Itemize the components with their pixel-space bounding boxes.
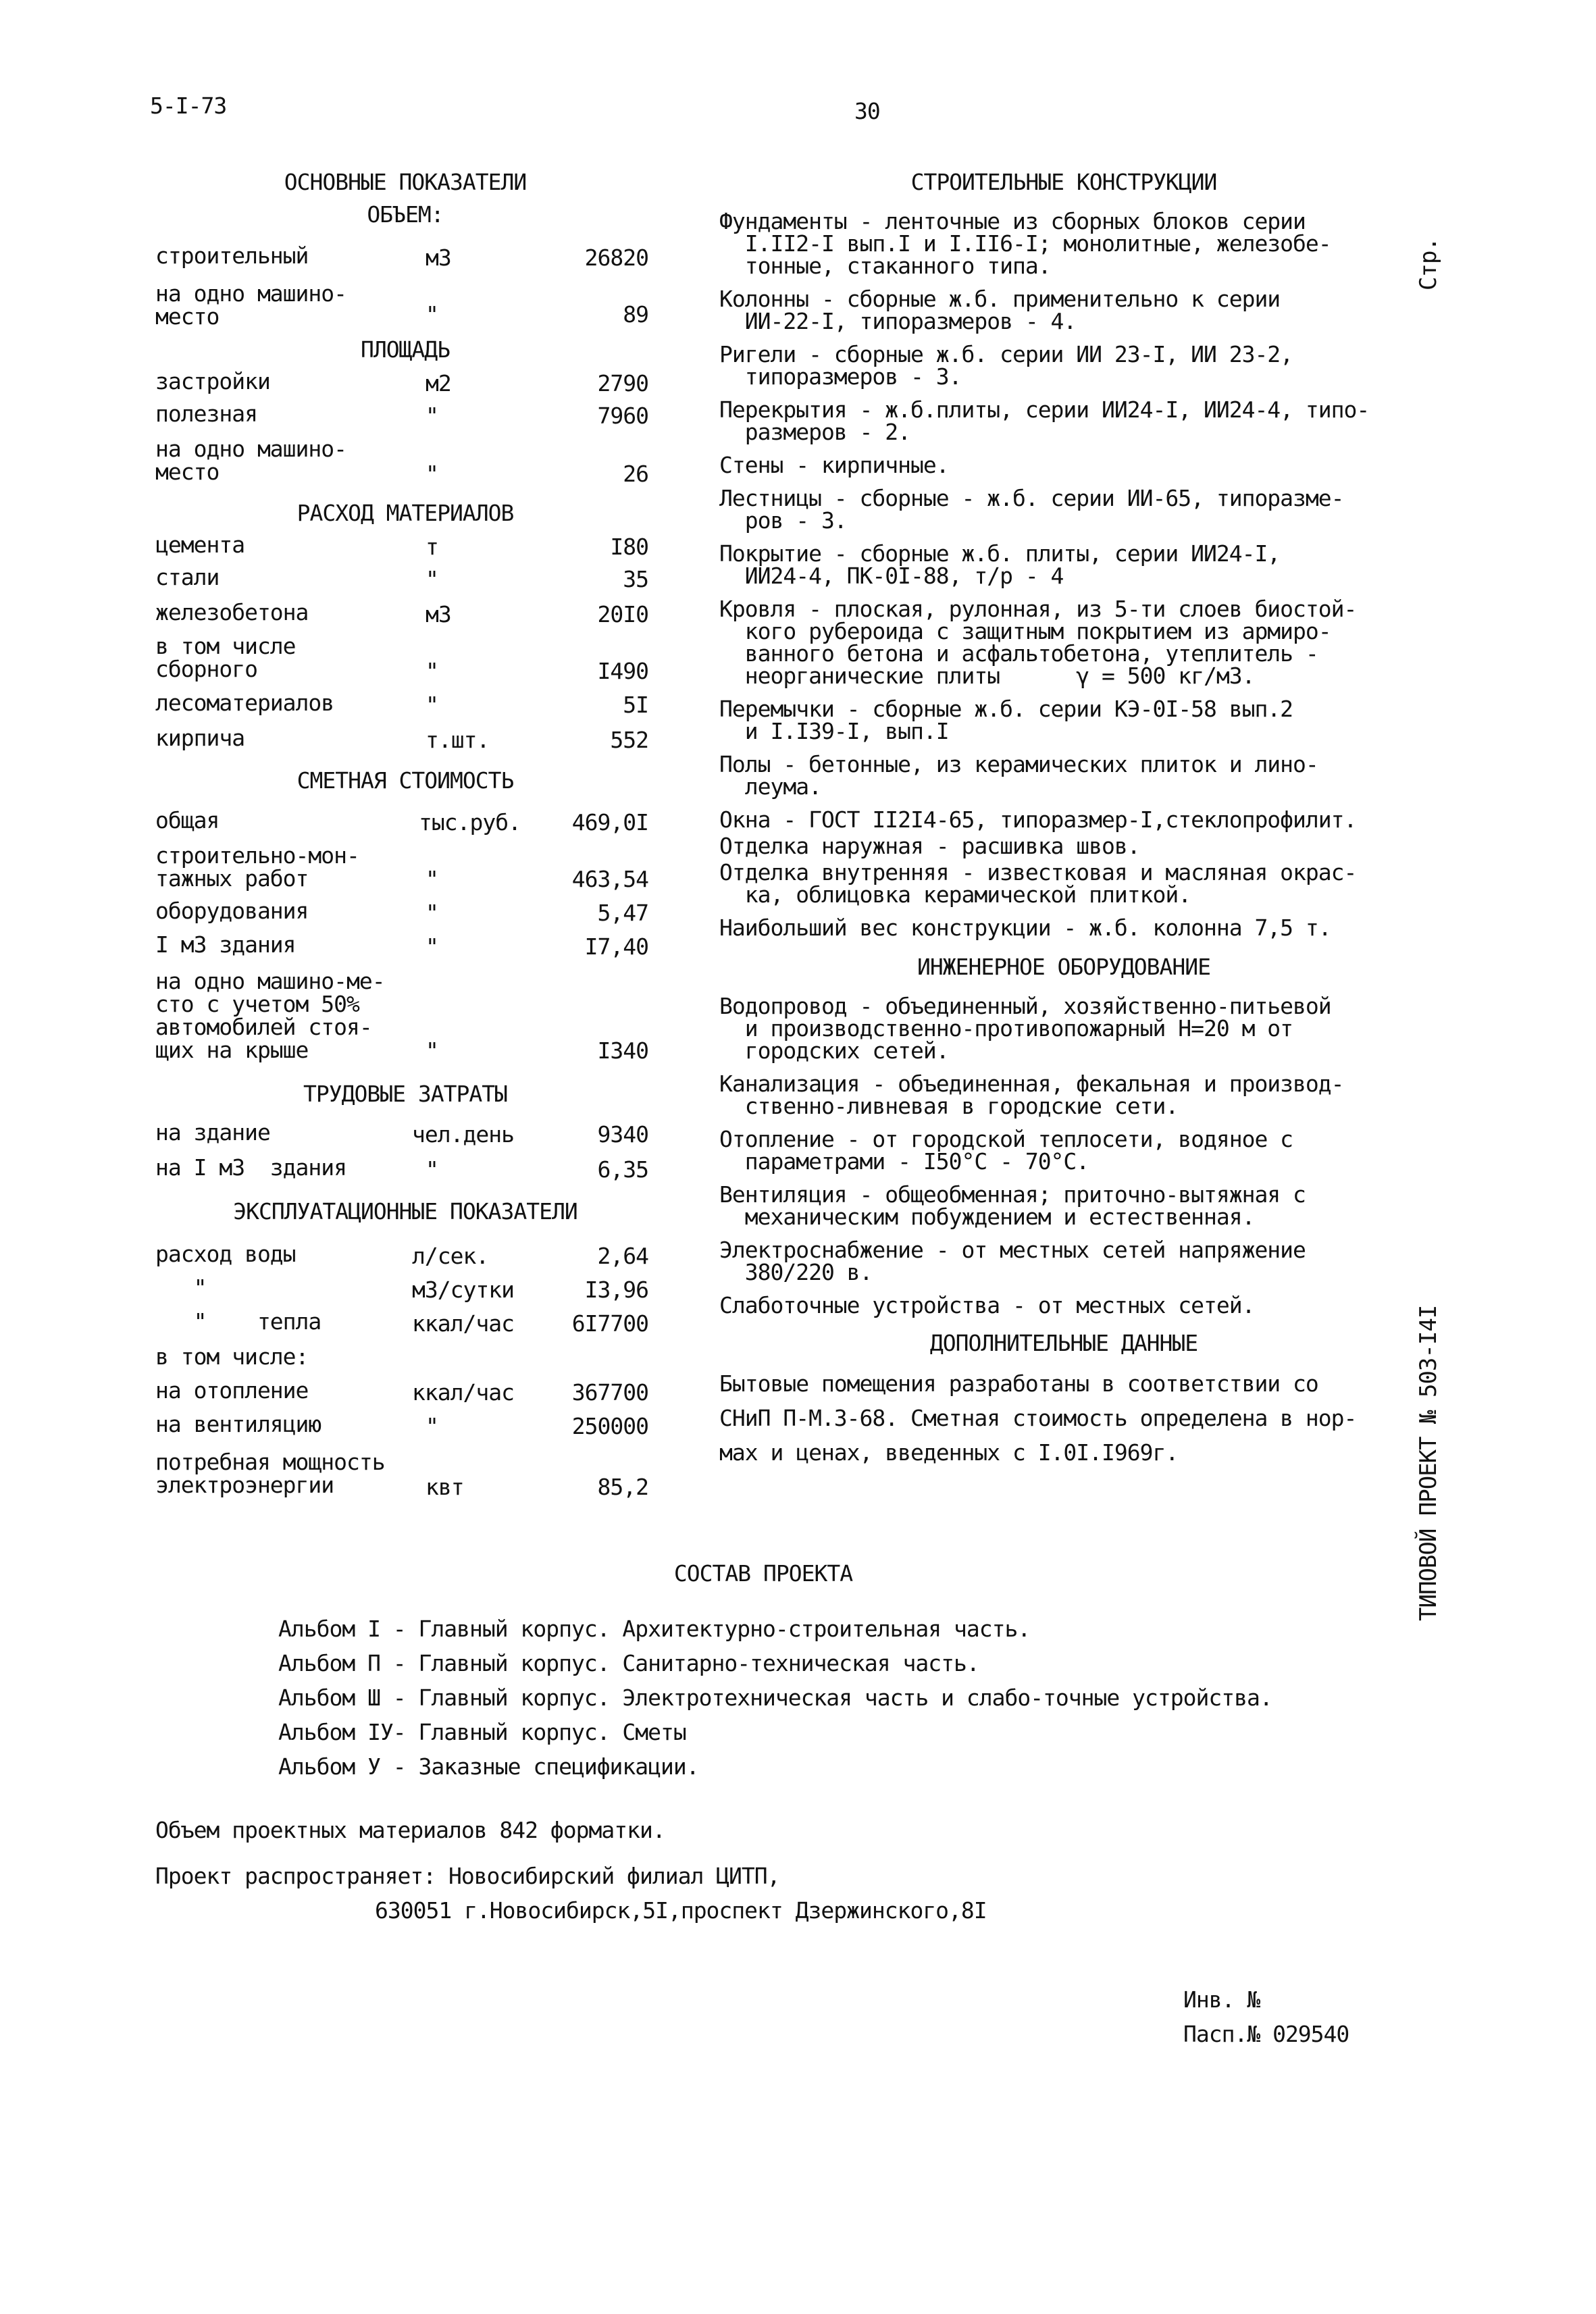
paragraph: Отделка наружная - расшивка швов. [719, 833, 1140, 859]
paragraph: Стены - кирпичные. [719, 452, 949, 478]
paragraph: Перекрытия - ж.б.плиты, серии ИИ24-I, ИИ24-4, типо- размеров - 2. [719, 396, 1370, 445]
distributor-line: Проект распространяет: Новосибирский филиал ЦИТП, [155, 1863, 780, 1889]
composition-title: СОСТАВ ПРОЕКТА [673, 1560, 853, 1587]
engineering-title: ИНЖЕНЕРНОЕ ОБОРУДОВАНИЕ [917, 954, 1210, 980]
paragraph: Колонны - сборные ж.б. применительно к серии ИИ-22-I, типоразмеров - 4. [719, 286, 1281, 334]
page-number: 30 [854, 98, 880, 124]
paragraph: Лестницы - сборные - ж.б. серии ИИ-65, типоразме- ров - 3. [719, 485, 1344, 534]
paragraph: Слаботочные устройства - от местных сетей. [719, 1292, 1255, 1318]
paragraph: Отопление - от городской теплосети, водяное с параметрами - I50°С - 70°С. [719, 1126, 1293, 1175]
paragraph: Отделка внутренняя - известковая и масляная окрас- ка, облицовка керамической плиткой. [719, 859, 1357, 908]
inventory-number: Инв. № [1183, 1986, 1260, 2013]
passport-number: Пасп.№ 029540 [1183, 2021, 1349, 2047]
paragraph: Перемычки - сборные ж.б. серии КЭ-0I-58 вып.2 и I.I39-I, вып.I [719, 696, 1293, 744]
paragraph: СНиП П-М.3-68. Сметная стоимость определена в нор- [719, 1405, 1357, 1431]
paragraph: мах и ценах, введенных с I.0I.I969г. [719, 1439, 1179, 1466]
album-line: Альбом IУ- Главный корпус. Сметы [278, 1719, 686, 1745]
paragraph: Полы - бетонные, из керамических плиток и лино- леума. [719, 751, 1318, 800]
paragraph: Окна - ГОСТ II2I4-65, типоразмер-I,стеклопрофилит. [719, 806, 1357, 833]
album-line: Альбом П - Главный корпус. Санитарно-техническая часть. [278, 1650, 979, 1676]
labor-heading: ТРУДОВЫЕ ЗАТРАТЫ [303, 1081, 507, 1107]
cost-heading: СМЕТНАЯ СТОИМОСТЬ [297, 767, 514, 794]
paragraph: Электроснабжение - от местных сетей напряжение 380/220 в. [719, 1237, 1306, 1285]
volume-text: Объем проектных материалов 842 форматки. [155, 1817, 665, 1843]
page-code: 5-I-73 [150, 93, 227, 119]
paragraph: Кровля - плоская, рулонная, из 5-ти слоев биостой- кого рубероида с защитным покрытием из армиро- ванного бетона и асфальтобетона, утеплитель - неорганические плиты γ = 500 кг/м3. [719, 596, 1357, 689]
additional-title: ДОПОЛНИТЕЛЬНЫЕ ДАННЫЕ [929, 1330, 1198, 1356]
volume-heading: ОБЪЕМ: [367, 201, 444, 228]
paragraph: Ригели - сборные ж.б. серии ИИ 23-I, ИИ 23-2, типоразмеров - 3. [719, 341, 1293, 390]
paragraph: Бытовые помещения разработаны в соответствии со [719, 1370, 1318, 1397]
paragraph: Покрытие - сборные ж.б. плиты, серии ИИ24-I, ИИ24-4, ПК-0I-88, т/р - 4 [719, 540, 1281, 589]
materials-heading: РАСХОД МАТЕРИАЛОВ [297, 500, 514, 526]
side-page-label: Стр. [1415, 238, 1442, 290]
album-line: Альбом I - Главный корпус. Архитектурно-строительная часть. [278, 1616, 1031, 1642]
structures-column [719, 169, 1408, 1474]
distributor-address: 630051 г.Новосибирск,5I,проспект Дзержинского,8I [375, 1897, 987, 1924]
paragraph: Вентиляция - общеобменная; приточно-вытяжная с механическим побуждением и естественная. [719, 1181, 1306, 1230]
side-project-label: ТИПОВОЙ ПРОЕКТ № 503-I4I [1415, 1305, 1442, 1621]
album-line: Альбом У - Заказные спецификации. [278, 1753, 699, 1780]
paragraph: Водопровод - объединенный, хозяйственно-питьевой и производственно-противопожарный Н=20 м от городских сетей. [719, 993, 1331, 1064]
paragraph: Фундаменты - ленточные из сборных блоков серии I.II2-I вып.I и I.II6-I; монолитные, железобе- тонные, стаканного типа. [719, 208, 1331, 279]
album-line: Альбом Ш - Главный корпус. Электротехническая часть и слабо-точные устройства. [278, 1685, 1272, 1711]
exploitation-heading: ЭКСПЛУАТАЦИОННЫЕ ПОКАЗАТЕЛИ [233, 1198, 577, 1225]
paragraph: Канализация - объединенная, фекальная и производ- ственно-ливневая в городские сети. [719, 1071, 1344, 1119]
indicators-title: ОСНОВНЫЕ ПОКАЗАТЕЛИ [284, 169, 527, 195]
paragraph: Наибольший вес конструкции - ж.б. колонна 7,5 т. [719, 915, 1331, 941]
area-heading: ПЛОЩАДЬ [360, 336, 451, 363]
structures-title: СТРОИТЕЛЬНЫЕ КОНСТРУКЦИИ [910, 169, 1217, 195]
